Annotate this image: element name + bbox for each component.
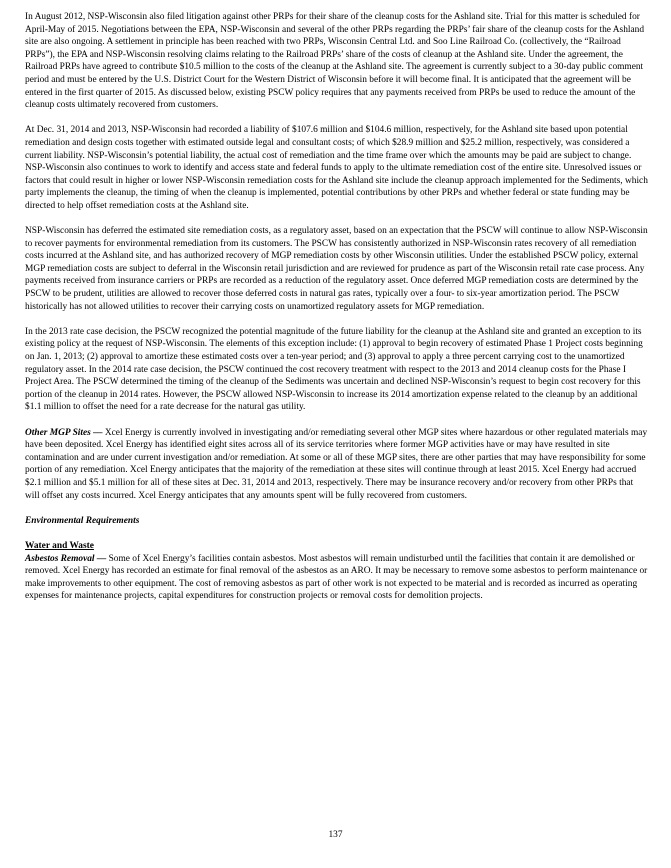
- document-page: [25, 11, 650, 616]
- asbestos-removal-heading: Asbestos Removal —: [25, 553, 107, 564]
- other-mgp-sites-body: Xcel Energy is currently involved in investigating and/or remediating several other MGP sites where hazardous or other regulated materials may have been deposited. Xcel Energy has identified eight sites across all of its service territories where former MGP activities have or may have resulted in site contamination and are under current investigation and/or remediation. At some or all of these MGP sites, there are other parties that may have responsibility for some portion of any remediation. Xcel Energy anticipates that the majority of the remediation at these sites will continue through at least 2015. Xcel Energy had accrued $2.1 million and $5.1 million for all of these sites at Dec. 31, 2014 and 2013, respectively. There may be insurance recovery and/or recovery from other PRPs that will offset any costs incurred. Xcel Energy anticipates that any amounts spent will be fully recovered from customers.: [25, 427, 648, 501]
- asbestos-removal-body: Some of Xcel Energy’s facilities contain asbestos. Most asbestos will remain undisturbed until the facilities that contain it are demolished or removed. Xcel Energy has recorded an estimate for final removal of the asbestos as an ARO. It may be necessary to remove some asbestos to perform maintenance or make improvements to other equipment. The cost of removing asbestos as part of other work is not expected to be material and is recorded as incurred as operating expenses for maintenance projects, capital expenditures for construction projects or removal costs for demolition projects.: [25, 553, 648, 602]
- environmental-requirements-heading: Environmental Requirements: [25, 515, 140, 526]
- paragraph-other-mgp-sites: [25, 427, 650, 503]
- paragraph-ashland-liability: At Dec. 31, 2014 and 2013, NSP-Wisconsin had recorded a liability of $107.6 million and $104.6 million, respectively, for the Ashland site based upon potential remediation and design costs together with estimated outside legal and consultant costs; of which $28.9 million and $25.2 million, respectively, was considered a current liability. NSP-Wisconsin’s potential liability, the actual cost of remediation and the time frame over which the amounts may be paid are subject to change. NSP-Wisconsin also continues to work to identify and access state and federal funds to apply to the ultimate remediation cost of the entire site. Unresolved issues or factors that could result in higher or lower NSP-Wisconsin remediation costs for the Ashland site include the cleanup approach implemented for the Sediments, which party implements the cleanup, the timing of when the cleanup is implemented, potential contributions by other PRPs and whether federal or state funding may be directed to help offset remediation costs at the Ashland site.: [25, 125, 648, 211]
- paragraph-regulatory-asset: NSP-Wisconsin has deferred the estimated site remediation costs, as a regulatory asset, based on an expectation that the PSCW will continue to allow NSP-Wisconsin to recover payments for environmental remediation from its customers. The PSCW has consistently authorized in NSP-Wisconsin rates recovery of all remediation costs incurred at the Ashland site, and has authorized recovery of MGP remediation costs by other Wisconsin utilities. Under the established PSCW policy, external MGP remediation costs are subject to deferral in the Wisconsin retail jurisdiction and are reviewed for prudence as part of the Wisconsin retail rate case process. Any payments received from insurance carriers or PRPs are recorded as a reduction of the regulatory asset. Once deferred MGP remediation costs are determined by the PSCW to be prudent, utilities are allowed to recover those deferred costs in natural gas rates, typically over a four- to six-year amortization period. The PSCW historically has not allowed utilities to recover their carrying costs on unamortized regulatory assets for MGP remediation.: [25, 226, 648, 312]
- page-number: 137: [328, 830, 343, 840]
- water-and-waste-heading: Water and Waste: [25, 540, 94, 551]
- paragraph-ashland-litigation: In August 2012, NSP-Wisconsin also filed litigation against other PRPs for their share of the cleanup costs for the Ashland site. Trial for this matter is scheduled for April-May of 2015. Negotiations between the EPA, NSP-Wisconsin and several of the other PRPs regarding the PRPs’ fair share of the cleanup costs for the Ashland site are also ongoing. A settlement in principle has been reached with two PRPs, Wisconsin Central Ltd. and Soo Line Railroad Co. (collectively, the “Railroad PRPs”), the EPA and NSP-Wisconsin resolving claims relating to the Railroad PRPs’ share of the costs of cleanup at the Ashland site. Under the agreement, the Railroad PRPs have agreed to contribute $10.5 million to the costs of the cleanup at the Ashland site. The agreement is currently subject to a 30-day public comment period and must be entered by the U.S. District Court for the Western District of Wisconsin before it will become final. It is anticipated that the agreement will be entered in the first quarter of 2015. As discussed below, existing PSCW policy requires that any payments received from PRPs be used to reduce the amount of the cleanup costs ultimately recovered from customers.: [25, 12, 645, 111]
- paragraph-rate-case-decision: In the 2013 rate case decision, the PSCW recognized the potential magnitude of the future liability for the cleanup at the Ashland site and granted an exception to its existing policy at the request of NSP-Wisconsin. The elements of this exception include: (1) approval to begin recovery of estimated Phase 1 Project costs beginning on Jan. 1, 2013; (2) approval to amortize these estimated costs over a ten-year period; and (3) approval to apply a three percent carrying cost to the unamortized regulatory asset. In the 2014 rate case decision, the PSCW continued the cost recovery treatment with respect to the 2013 and 2014 cleanup costs for the Phase I Project Area. The PSCW determined the timing of the cleanup of the Sediments was uncertain and declined NSP-Wisconsin’s request to begin cost recovery for this portion of the cleanup in 2014 rates. However, the PSCW allowed NSP-Wisconsin to increase its 2014 amortization expense related to the cleanup by an additional $1.1 million to offset the need for a rate decrease for the natural gas utility.: [25, 326, 643, 413]
- paragraph-asbestos-removal: [25, 553, 650, 603]
- other-mgp-sites-heading: Other MGP Sites —: [25, 427, 103, 438]
